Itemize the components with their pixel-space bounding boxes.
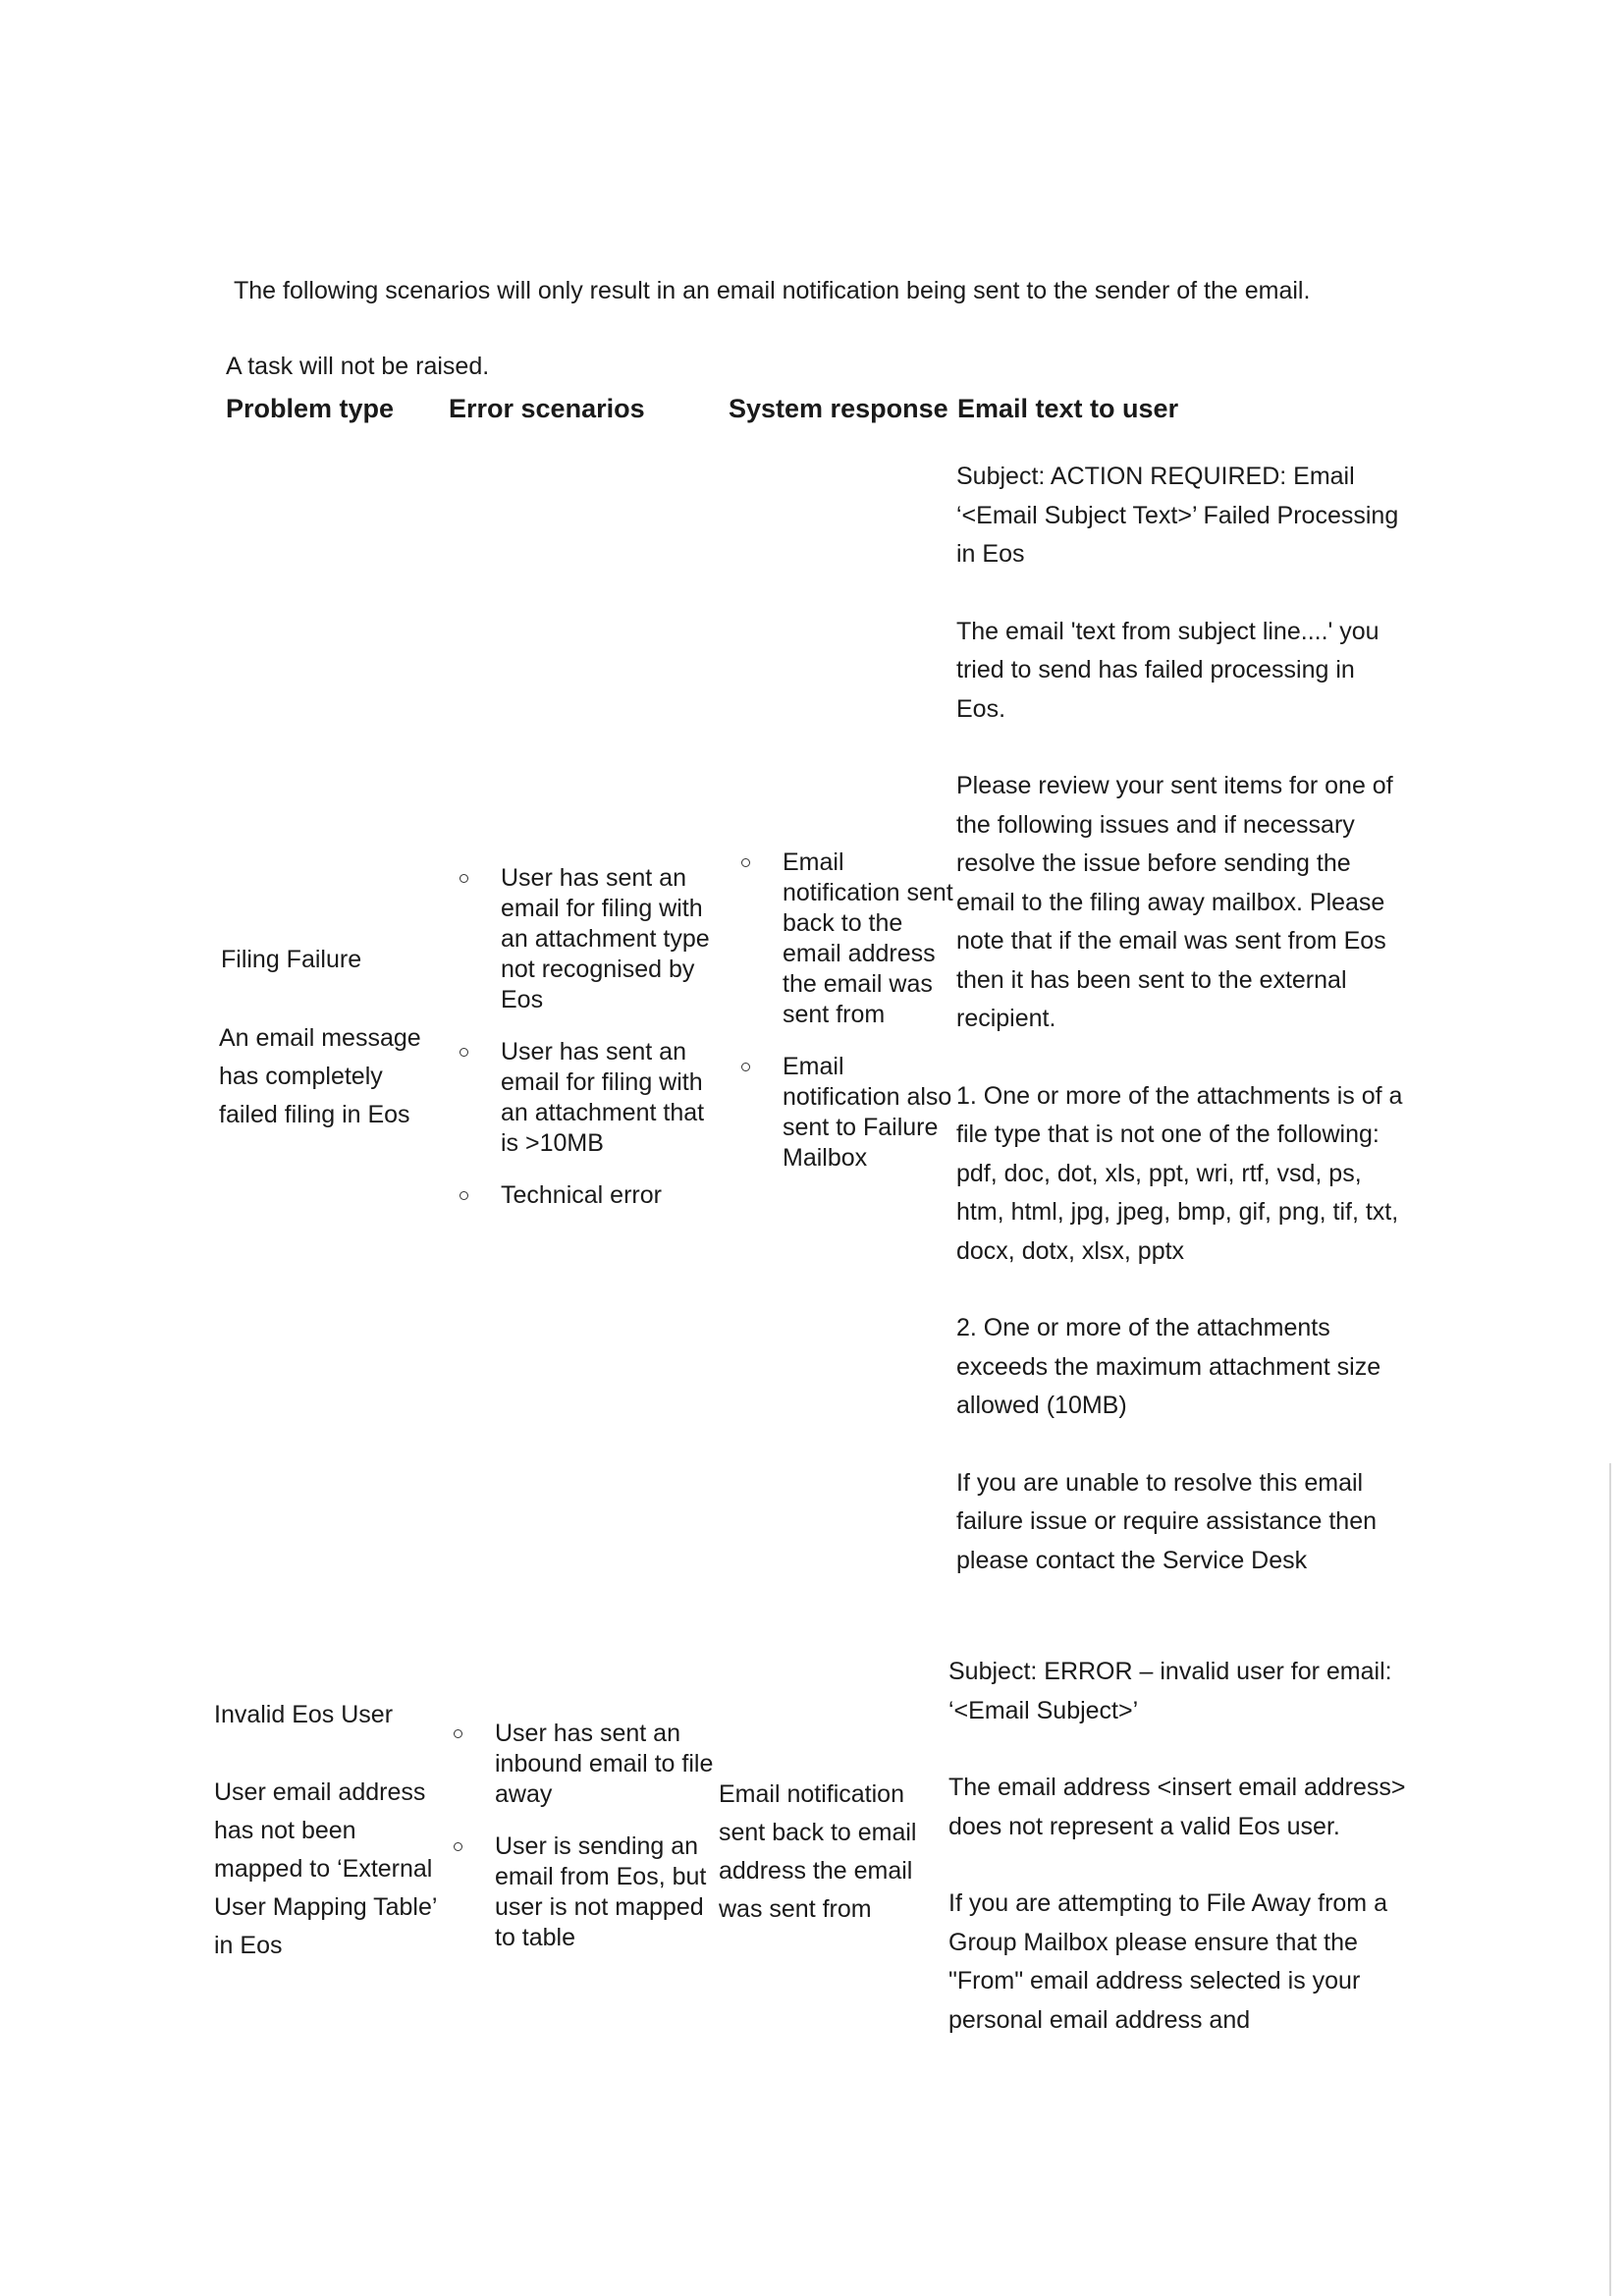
- header-problem-type: Problem type: [226, 394, 395, 423]
- list-item: [452, 1831, 717, 1953]
- list-item: [458, 1037, 728, 1159]
- intro-line-1: The following scenarios will only result in an email notification being sent to the sender of the email.: [234, 277, 1311, 304]
- email-paragraph: The email 'text from subject line....' you tried to send has failed processing in Eos.: [956, 617, 1380, 723]
- bullet-icon: [460, 874, 468, 883]
- list-item: [739, 847, 953, 1030]
- intro-line-2: A task will not be raised.: [226, 353, 490, 380]
- list-item: [739, 1052, 953, 1174]
- problem-title-filing-failure: Filing Failure: [221, 946, 362, 973]
- header-email-text: Email text to user: [957, 394, 1179, 423]
- system-response-invalid-user: Email notification sent back to email address the email was sent from: [719, 1780, 917, 1923]
- problem-desc-invalid-user: User email address has not been mapped to ‘External User Mapping Table’ in Eos: [214, 1778, 437, 1959]
- bullet-icon: [741, 1063, 750, 1071]
- scan-edge-shadow: [1609, 1463, 1611, 2296]
- list-item: [452, 1719, 717, 1810]
- email-paragraph: 1. One or more of the attachments is of a file type that is not one of the following:: [956, 1081, 1403, 1148]
- email-subject: Subject: ACTION REQUIRED: Email ‘<Email Subject Text>’ Failed Processing in Eos: [956, 463, 1399, 568]
- problem-desc-filing-failure: An email message has completely failed filing in Eos: [219, 1024, 421, 1128]
- email-paragraph: The email address <insert email address> does not represent a valid Eos user.: [948, 1774, 1406, 1840]
- error-scenarios-invalid-user: [452, 1719, 717, 1975]
- email-subject: Subject: ERROR – invalid user for email: ‘<Email Subject>’: [948, 1658, 1392, 1724]
- bullet-icon: [454, 1729, 462, 1738]
- system-response-filing-failure: [739, 847, 953, 1195]
- file-type-list: pdf, doc, dot, xls, ppt, wri, rtf, vsd, ps, htm, html, jpg, jpeg, bmp, gif, png, tif, txt, docx, dotx, xlsx, pptx: [956, 1159, 1399, 1265]
- scenario-text: User has sent an email for filing with an attachment that is >10MB: [501, 1038, 705, 1157]
- scenario-text: User is sending an email from Eos, but user is not mapped to table: [495, 1832, 707, 1951]
- scenario-text: Technical error: [501, 1181, 662, 1209]
- bullet-icon: [460, 1048, 468, 1057]
- header-system-response: System response: [729, 394, 948, 423]
- bullet-icon: [454, 1842, 462, 1851]
- problem-title-invalid-user: Invalid Eos User: [214, 1701, 394, 1728]
- bullet-icon: [460, 1191, 468, 1200]
- list-item: [458, 863, 728, 1015]
- header-error-scenarios: Error scenarios: [449, 394, 645, 423]
- scenario-text: User has sent an email for filing with an attachment type not recognised by Eos: [501, 864, 710, 1013]
- response-text: Email notification sent back to the email address the email was sent from: [783, 848, 953, 1028]
- email-text-invalid-user: [948, 1653, 1410, 2040]
- email-paragraph: Please review your sent items for one of the following issues and if necessary resolve the issue before sending the email to the filing away mailbox. Please note that if the email was sent from Eos then it has been sent to the external recipient.: [956, 772, 1393, 1032]
- email-paragraph: If you are unable to resolve this email failure issue or require assistance then please contact the Service Desk: [956, 1468, 1378, 1574]
- email-paragraph: 2. One or more of the attachments exceeds the maximum attachment size allowed (10MB): [956, 1314, 1381, 1419]
- error-scenarios-filing-failure: [458, 863, 728, 1232]
- response-text: Email notification also sent to Failure Mailbox: [783, 1053, 952, 1172]
- scenario-text: User has sent an inbound email to file away: [495, 1720, 714, 1808]
- email-text-filing-failure: [956, 458, 1408, 1580]
- list-item: [458, 1180, 728, 1211]
- email-paragraph: If you are attempting to File Away from a Group Mailbox please ensure that the "From" email address selected is your personal email address and: [948, 1889, 1387, 2034]
- bullet-icon: [741, 858, 750, 867]
